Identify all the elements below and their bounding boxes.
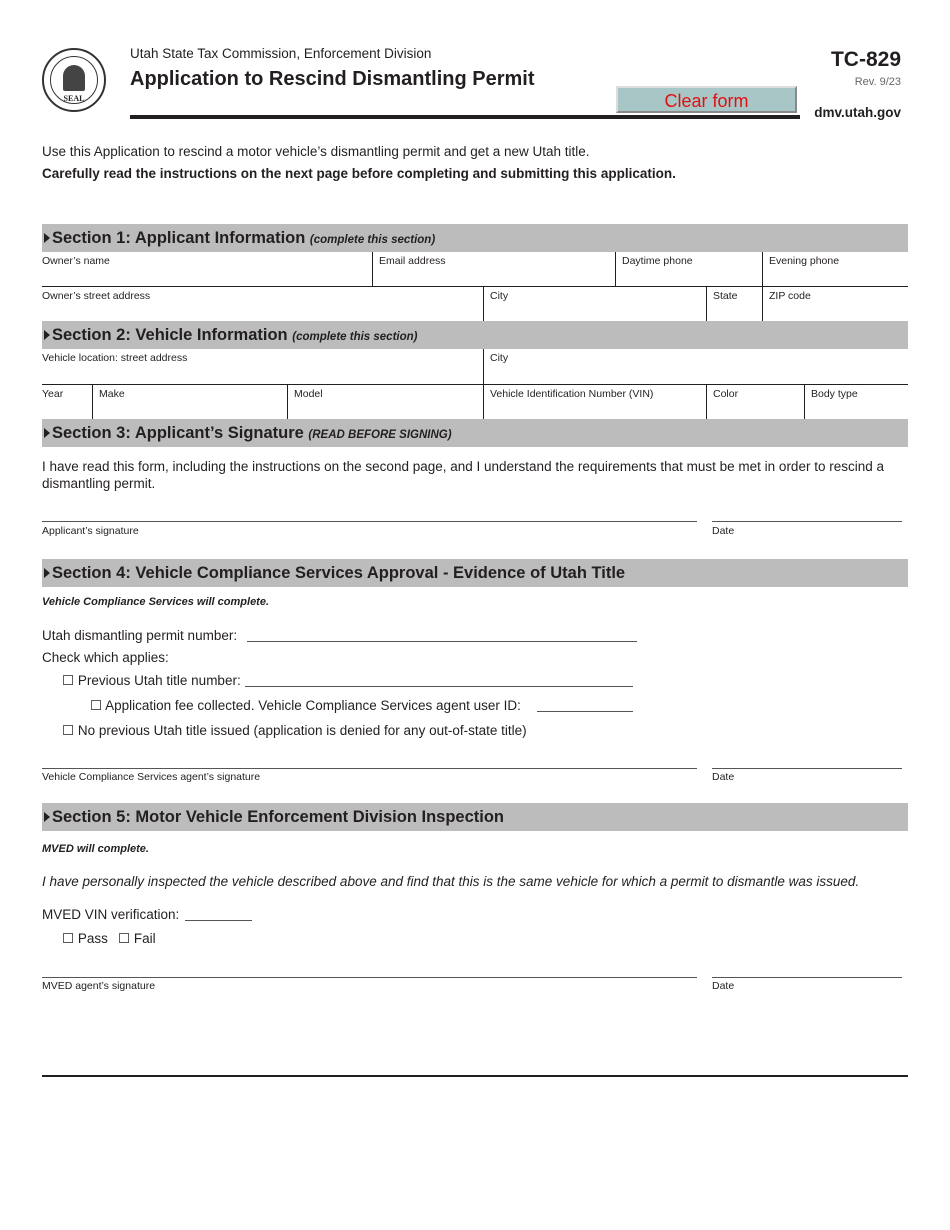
field-label: ZIP code bbox=[769, 290, 811, 302]
website: dmv.utah.gov bbox=[814, 105, 901, 120]
year-field[interactable] bbox=[42, 385, 92, 419]
section-note: (complete this section) bbox=[292, 331, 418, 343]
vehicle-location-field[interactable] bbox=[42, 349, 483, 384]
city-input[interactable] bbox=[488, 303, 702, 319]
model-input[interactable] bbox=[292, 401, 479, 417]
color-field[interactable] bbox=[706, 385, 804, 419]
field-label: Owner’s name bbox=[42, 255, 110, 267]
seal-text: SEAL bbox=[63, 94, 85, 103]
section-3-header bbox=[42, 419, 908, 447]
model-field[interactable] bbox=[287, 385, 483, 419]
section-title: Section 1: Applicant Information bbox=[52, 229, 306, 247]
evening-phone-field[interactable] bbox=[762, 252, 908, 287]
fail-option[interactable] bbox=[118, 931, 156, 947]
field-label: Daytime phone bbox=[622, 255, 693, 267]
field-label: City bbox=[490, 290, 509, 302]
checkbox-icon[interactable]: ☐ bbox=[118, 931, 131, 946]
applicant-signature-line[interactable] bbox=[42, 521, 697, 522]
triangle-icon bbox=[44, 233, 50, 243]
field-label: Vehicle location: street address bbox=[42, 352, 188, 364]
permit-number-line[interactable] bbox=[247, 641, 637, 642]
street-field[interactable] bbox=[42, 287, 483, 321]
state-field[interactable] bbox=[706, 287, 762, 321]
section-4-note: Vehicle Compliance Services will complete. bbox=[42, 596, 270, 608]
field-label: Email address bbox=[379, 255, 446, 267]
option-label: Previous Utah title number: bbox=[77, 673, 241, 688]
field-label: Year bbox=[42, 388, 64, 400]
option-label: Application fee collected. Vehicle Compliance Services agent user ID: bbox=[105, 698, 521, 713]
zip-field[interactable] bbox=[762, 287, 908, 321]
field-label: Evening phone bbox=[769, 255, 840, 267]
section-5-header bbox=[42, 803, 908, 831]
utah-tax-commission-seal bbox=[42, 48, 106, 112]
previous-title-option[interactable] bbox=[62, 673, 241, 689]
checkbox-icon[interactable]: ☐ bbox=[62, 673, 75, 688]
section-1-header bbox=[42, 224, 908, 252]
section-5-note: MVED will complete. bbox=[42, 843, 149, 855]
title-rule bbox=[130, 115, 800, 119]
city-field[interactable] bbox=[483, 287, 706, 321]
agency-name: Utah State Tax Commission, Enforcement Division bbox=[130, 46, 432, 61]
field-label: Body type bbox=[811, 388, 858, 400]
triangle-icon bbox=[44, 428, 50, 438]
section-2-header bbox=[42, 321, 908, 349]
field-label: City bbox=[490, 352, 509, 364]
evening-phone-input[interactable] bbox=[767, 269, 904, 285]
no-previous-title-option[interactable] bbox=[62, 723, 527, 739]
vcs-date-line[interactable] bbox=[712, 768, 902, 769]
zip-input[interactable] bbox=[767, 303, 904, 319]
section-title: Section 4: Vehicle Compliance Services Approval - Evidence of Utah Title bbox=[52, 564, 626, 582]
option-label: No previous Utah title issued (application is denied for any out-of-state title) bbox=[77, 723, 527, 738]
form-number: TC-829 bbox=[830, 48, 901, 71]
email-input[interactable] bbox=[377, 269, 611, 285]
vin-verification-label: MVED VIN verification: bbox=[42, 907, 180, 922]
page-title: Application to Rescind Dismantling Permit bbox=[130, 68, 535, 90]
vin-input[interactable] bbox=[488, 401, 702, 417]
checkbox-icon[interactable]: ☐ bbox=[62, 931, 75, 946]
applicant-signature-label: Applicant’s signature bbox=[42, 525, 139, 537]
owner-name-field[interactable] bbox=[42, 252, 372, 287]
clear-form-button[interactable]: Clear form bbox=[616, 86, 797, 113]
option-label: Pass bbox=[77, 931, 108, 946]
pass-option[interactable] bbox=[62, 931, 108, 947]
section-4-header bbox=[42, 559, 908, 587]
fee-collected-option[interactable] bbox=[90, 698, 521, 714]
field-label: Make bbox=[99, 388, 125, 400]
make-field[interactable] bbox=[92, 385, 287, 419]
date-label: Date bbox=[712, 525, 735, 537]
field-label: Color bbox=[713, 388, 739, 400]
intro-instructions: Carefully read the instructions on the next page before completing and submitting this application. bbox=[42, 166, 676, 181]
option-label: Fail bbox=[133, 931, 156, 946]
section-title: Section 3: Applicant’s Signature bbox=[52, 424, 304, 442]
year-input[interactable] bbox=[46, 401, 88, 417]
check-which-label: Check which applies: bbox=[42, 650, 169, 665]
make-input[interactable] bbox=[97, 401, 283, 417]
section-title: Section 2: Vehicle Information bbox=[52, 326, 288, 344]
checkbox-icon[interactable]: ☐ bbox=[90, 698, 103, 713]
applicant-statement: I have read this form, including the instructions on the second page, and I understand the requirements that must be met in order to rescind a dismantling permit. bbox=[42, 459, 884, 491]
field-label: Vehicle Identification Number (VIN) bbox=[490, 388, 654, 400]
section-title: Section 5: Motor Vehicle Enforcement Division Inspection bbox=[52, 808, 505, 826]
vehicle-city-input[interactable] bbox=[488, 366, 904, 382]
daytime-phone-field[interactable] bbox=[615, 252, 762, 287]
permit-number-label: Utah dismantling permit number: bbox=[42, 628, 238, 643]
mved-signature-label: MVED agent’s signature bbox=[42, 980, 156, 992]
checkbox-icon[interactable]: ☐ bbox=[62, 723, 75, 738]
date-label: Date bbox=[712, 980, 735, 992]
body-type-field[interactable] bbox=[804, 385, 908, 419]
applicant-date-line[interactable] bbox=[712, 521, 902, 522]
mved-signature-line[interactable] bbox=[42, 977, 697, 978]
street-input[interactable] bbox=[46, 303, 479, 319]
triangle-icon bbox=[44, 568, 50, 578]
color-input[interactable] bbox=[711, 401, 800, 417]
field-label: Owner’s street address bbox=[42, 290, 151, 302]
vcs-signature-label: Vehicle Compliance Services agent’s signature bbox=[42, 771, 261, 783]
agent-user-id-line[interactable] bbox=[537, 711, 633, 712]
state-input[interactable] bbox=[711, 303, 758, 319]
body-type-input[interactable] bbox=[809, 401, 904, 417]
vin-verification-line[interactable] bbox=[185, 920, 252, 921]
vin-field[interactable] bbox=[483, 385, 706, 419]
footer-rule bbox=[42, 1075, 908, 1077]
section-note: (READ BEFORE SIGNING) bbox=[308, 429, 452, 441]
title-number-line[interactable] bbox=[245, 686, 633, 687]
field-label: Model bbox=[294, 388, 323, 400]
vehicle-location-input[interactable] bbox=[46, 366, 479, 382]
section-note: (complete this section) bbox=[309, 234, 436, 246]
owner-name-input[interactable] bbox=[46, 269, 368, 285]
vcs-signature-line[interactable] bbox=[42, 768, 697, 769]
vehicle-city-field[interactable] bbox=[483, 349, 908, 384]
triangle-icon bbox=[44, 330, 50, 340]
intro-text: Use this Application to rescind a motor vehicle’s dismantling permit and get a new Utah title. bbox=[42, 144, 590, 159]
revision: Rev. 9/23 bbox=[854, 76, 901, 88]
triangle-icon bbox=[44, 812, 50, 822]
field-label: State bbox=[713, 290, 738, 302]
date-label: Date bbox=[712, 771, 735, 783]
daytime-phone-input[interactable] bbox=[620, 269, 758, 285]
mved-date-line[interactable] bbox=[712, 977, 902, 978]
email-field[interactable] bbox=[372, 252, 615, 287]
mved-statement: I have personally inspected the vehicle described above and find that this is the same vehicle for which a permit to dismantle was issued. bbox=[42, 874, 860, 889]
